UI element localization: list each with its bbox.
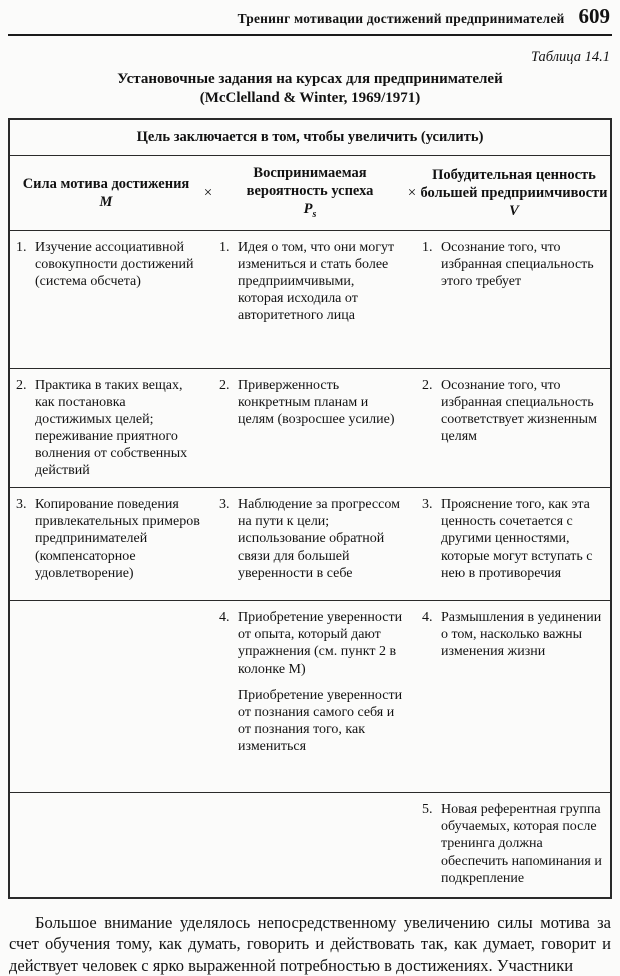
table-title-line1: Установочные задания на курсах для предпринимателей xyxy=(117,71,503,87)
column-header-title: Сила мотива достижения xyxy=(22,175,190,192)
table-cell xyxy=(413,231,610,368)
multiply-sign: × xyxy=(203,184,213,201)
column-symbol-V: V xyxy=(509,203,519,220)
item-number: 1. xyxy=(16,239,27,255)
item-text: Наблюдение за прогрессом на пути к цели; использование обратной связи для большей уверенности в себе xyxy=(238,497,400,581)
item-text: Практика в таких вещах, как постановка достижимых целей; переживание приятного волнения от собственных действий xyxy=(35,377,188,479)
item-number: 2. xyxy=(219,377,230,393)
item-number: 1. xyxy=(219,239,230,255)
item-text: Приобретение уверенности от опыта, который дают упражнения (см. пункт 2 в колонке М) xyxy=(238,610,403,677)
item-text: Копирование поведения привлекательных примеров предпринимателей (компенсаторное удовлетворение) xyxy=(35,497,200,581)
column-header-success-probability xyxy=(216,164,404,222)
table-cell xyxy=(210,488,413,600)
table-cell-empty xyxy=(10,601,210,792)
column-header-incentive-value xyxy=(420,166,608,220)
table-cell-empty xyxy=(210,793,413,897)
table-row xyxy=(10,231,610,369)
running-title: Тренинг мотивации достижений предпринимателей xyxy=(237,11,565,26)
item-number: 4. xyxy=(422,610,433,626)
table-cell xyxy=(210,231,413,368)
item-text: Приобретение уверенности от познания самого себя и от познания того, как измениться xyxy=(238,687,403,754)
multiply-sign: × xyxy=(407,184,417,201)
item-number: 4. xyxy=(219,610,230,626)
table-cell xyxy=(413,488,610,600)
table-label: Таблица 14.1 xyxy=(531,49,610,65)
column-header-title: Побудительная ценность большей предприимчивости xyxy=(420,166,608,201)
table-row xyxy=(10,601,610,793)
table-cell xyxy=(413,601,610,792)
table-row xyxy=(10,369,610,488)
item-number-blank xyxy=(216,687,238,755)
item-text: Осознание того, что избранная специальность этого требует xyxy=(441,239,594,289)
item-text: Осознание того, что избранная специальность соответствует жизненным целям xyxy=(441,377,597,445)
assignments-table xyxy=(8,118,612,900)
item-number: 5. xyxy=(422,802,433,818)
item-number: 2. xyxy=(16,377,27,393)
table-row xyxy=(10,488,610,601)
column-header-title: Воспринимаемая вероятность успеха xyxy=(246,165,374,200)
table-cell xyxy=(413,793,610,897)
item-text: Новая референтная группа обучаемых, которая после тренинга должна обеспечить напоминания и подкрепление xyxy=(441,802,602,886)
item-number: 3. xyxy=(16,497,27,513)
table-cell xyxy=(413,369,610,487)
item-text: Размышления в уединении о том, насколько важны изменения жизни xyxy=(441,610,602,660)
table-cell xyxy=(10,231,210,368)
item-number: 2. xyxy=(422,377,433,393)
item-number: 1. xyxy=(422,239,433,255)
item-text: Прояснение того, как эта ценность сочетается с другими ценностями, которые могут вступать с нею в противоречия xyxy=(441,497,593,581)
column-symbol-Ps: $P_s$ xyxy=(303,201,317,221)
item-number: 3. xyxy=(219,497,230,513)
item-text: Идея о том, что они могут измениться и стать более предприимчивыми, которая исходила от авторитетного лица xyxy=(238,239,395,324)
column-symbol-M: М xyxy=(99,194,113,210)
table-cell xyxy=(210,369,413,487)
table-cell-empty xyxy=(10,793,210,897)
table-cell xyxy=(210,601,413,792)
item-text: Приверженность конкретным планам и целям (возросшее усилие) xyxy=(238,377,395,427)
item-number: 3. xyxy=(422,497,433,513)
item-text: Изучение ассоциативной совокупности достижений (система обсчета) xyxy=(35,239,194,289)
table-caption: Цель заключается в том, чтобы увеличить (усилить) xyxy=(10,120,610,157)
table-row xyxy=(10,793,610,897)
page-number: 609 xyxy=(578,4,610,28)
table-title-line2: (McClelland & Winter, 1969/1971) xyxy=(199,89,421,106)
body-paragraph: Большое внимание уделялось непосредственному увеличению силы мотива за счет обучения тому, как думать, говорить и действовать так, как думает, говорит и действует человек с ярко выраженной потребностью в достижениях. Участники xyxy=(9,913,611,975)
table-title xyxy=(8,70,612,108)
running-header xyxy=(8,4,612,36)
table-cell xyxy=(10,488,210,600)
column-header-motive-strength xyxy=(12,175,200,211)
table-cell xyxy=(10,369,210,487)
table-column-headers xyxy=(10,156,610,231)
